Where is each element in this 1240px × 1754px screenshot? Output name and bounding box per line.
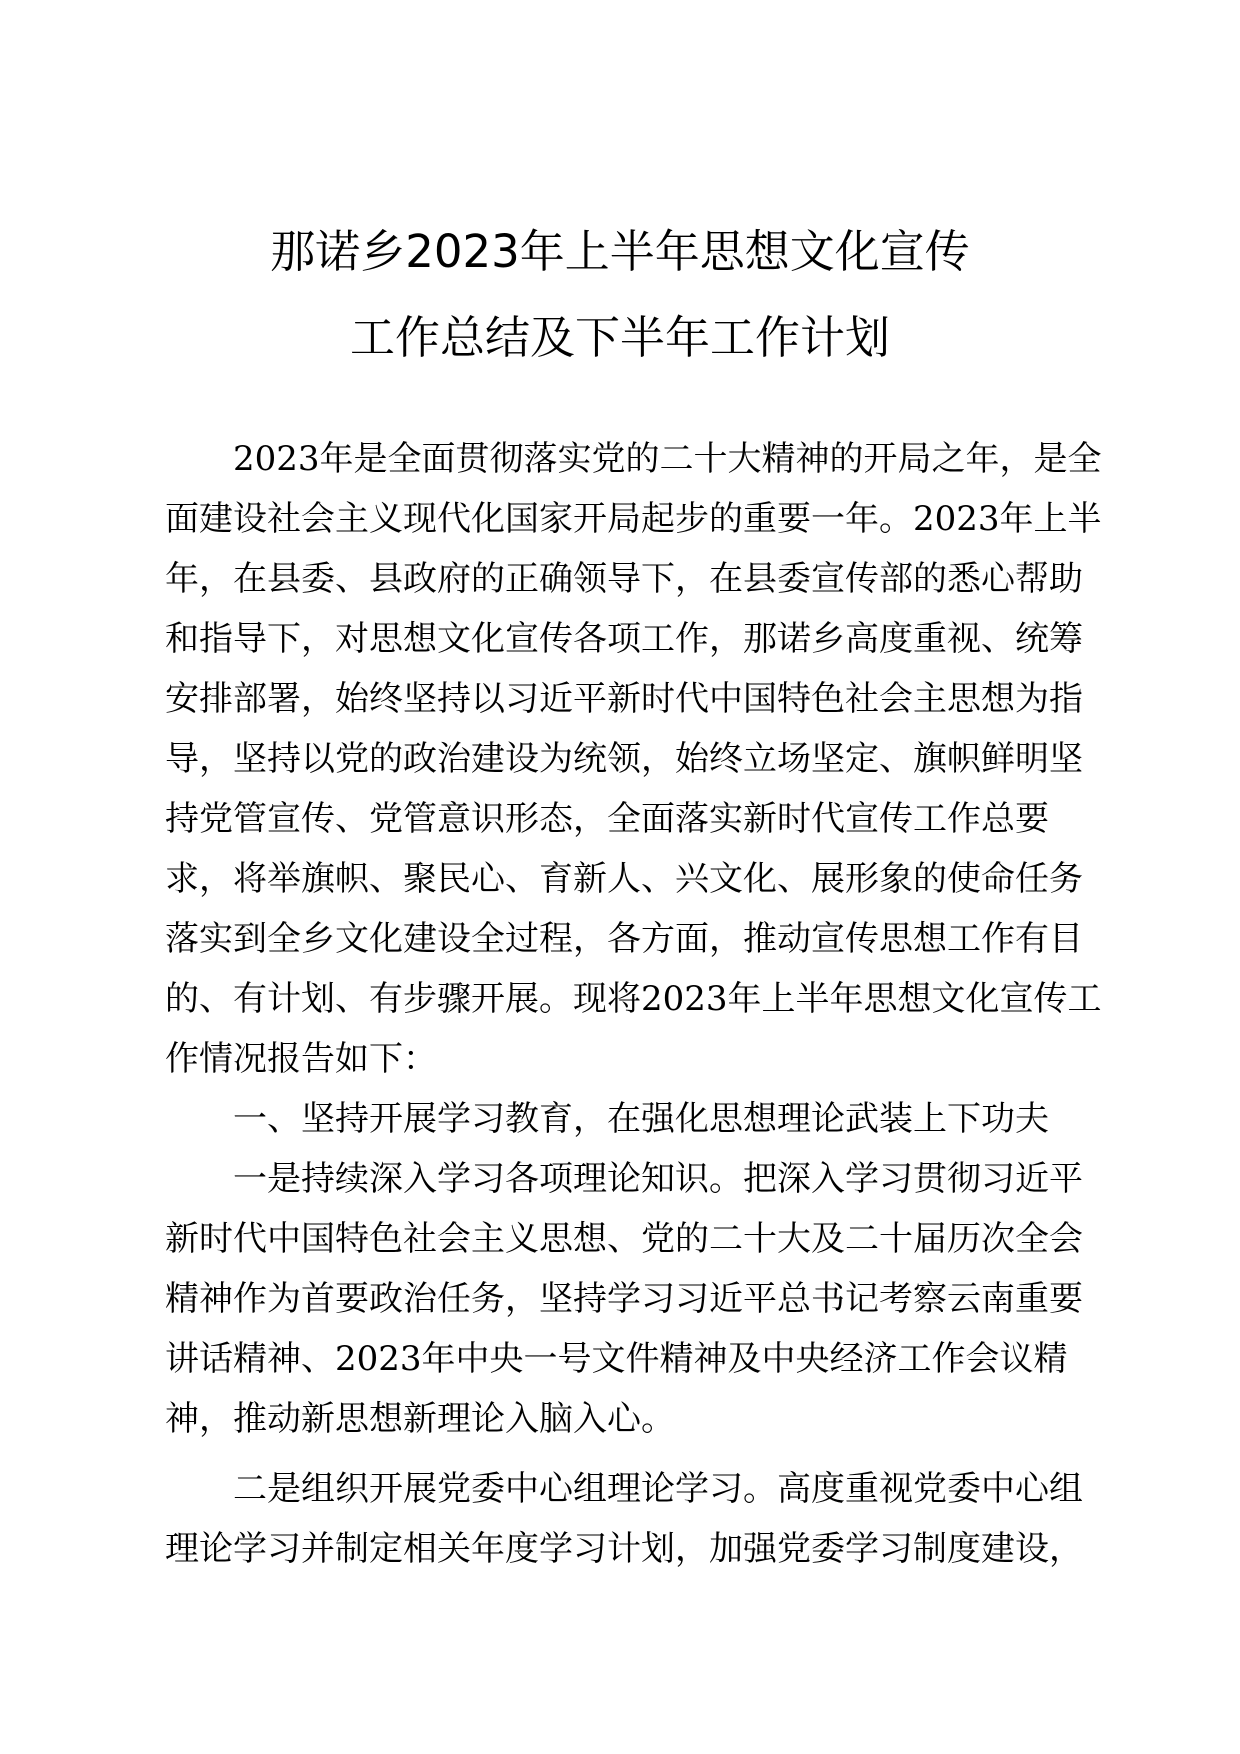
paragraph-line: 导，坚持以党的政治建设为统领，始终立场坚定、旗帜鲜明坚 — [165, 739, 1083, 779]
paragraph-line: 持党管宣传、党管意识形态，全面落实新时代宣传工作总要 — [165, 799, 1049, 839]
paragraph-line: 2023年是全面贯彻落实党的二十大精神的开局之年，是全 — [233, 439, 1102, 479]
paragraph-line: 作情况报告如下： — [165, 1039, 437, 1079]
paragraph-line: 新时代中国特色社会主义思想、党的二十大及二十届历次全会 — [165, 1219, 1083, 1259]
paragraph-line: 神，推动新思想新理论入脑入心。 — [165, 1399, 675, 1439]
paragraph-line: 和指导下，对思想文化宣传各项工作，那诺乡高度重视、统筹 — [165, 619, 1083, 659]
paragraph-line: 讲话精神、2023年中央一号文件精神及中央经济工作会议精 — [165, 1339, 1068, 1379]
paragraph-line: 一是持续深入学习各项理论知识。把深入学习贯彻习近平 — [233, 1159, 1083, 1199]
document-title-line-1: 那诺乡2023年上半年思想文化宣传 — [270, 225, 970, 278]
section-heading: 一、坚持开展学习教育，在强化思想理论武装上下功夫 — [233, 1099, 1049, 1139]
paragraph-line: 落实到全乡文化建设全过程，各方面，推动宣传思想工作有目 — [165, 919, 1083, 959]
paragraph-line: 的、有计划、有步骤开展。现将2023年上半年思想文化宣传工 — [165, 979, 1102, 1019]
paragraph-line: 安排部署，始终坚持以习近平新时代中国特色社会主思想为指 — [165, 679, 1083, 719]
paragraph-line: 求，将举旗帜、聚民心、育新人、兴文化、展形象的使命任务 — [165, 859, 1083, 899]
paragraph-line: 二是组织开展党委中心组理论学习。高度重视党委中心组 — [233, 1469, 1083, 1509]
paragraph-line: 精神作为首要政治任务，坚持学习习近平总书记考察云南重要 — [165, 1279, 1083, 1319]
paragraph-line: 面建设社会主义现代化国家开局起步的重要一年。2023年上半 — [165, 499, 1102, 539]
paragraph-line: 理论学习并制定相关年度学习计划，加强党委学习制度建设， — [165, 1529, 1083, 1569]
document-title-line-2: 工作总结及下半年工作计划 — [349, 311, 890, 364]
paragraph-line: 年，在县委、县政府的正确领导下，在县委宣传部的悉心帮助 — [165, 559, 1083, 599]
